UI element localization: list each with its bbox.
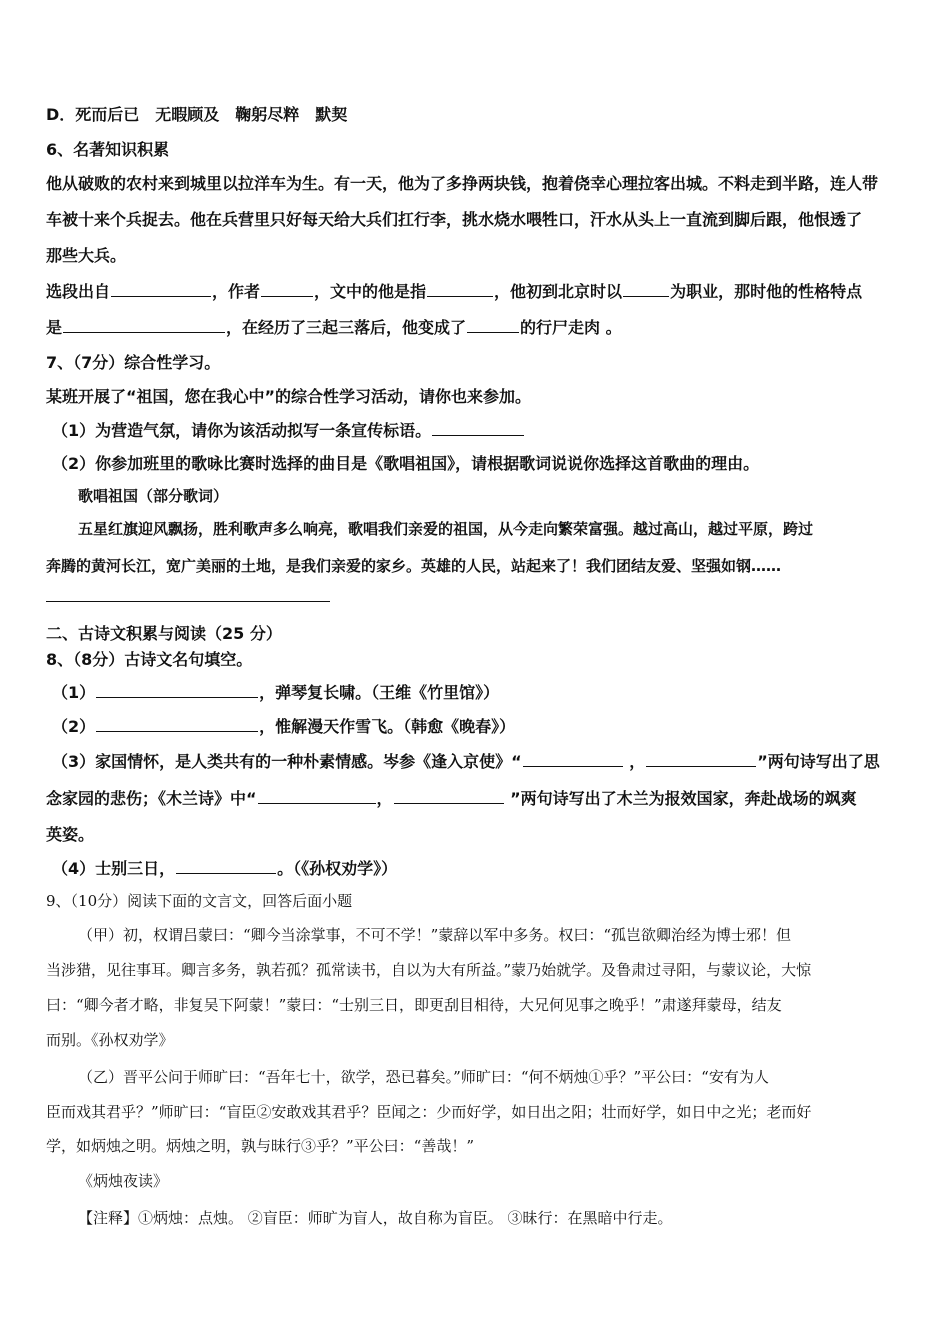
passage-b-line-2: 臣而戏其君乎？”师旷曰：“盲臣②安敢戏其君乎？臣闻之：少而好学，如日出之阳；壮而好学，如日中之光；老而好 <box>46 1103 812 1121</box>
q8-sub-2 <box>52 714 515 737</box>
q8-sub-3-text: ”两句诗写出了思 <box>757 752 880 771</box>
passage-a-line-3: 曰：“卿今者才略，非复吴下阿蒙！”蒙曰：“士别三日，即更刮目相待，大兄何见事之晚乎！”肃遂拜蒙母，结友 <box>46 996 782 1014</box>
lyrics-line-2: 奔腾的黄河长江，宽广美丽的土地，是我们亲爱的家乡。英雄的人民，站起来了！我们团结友爱、坚强如钢…… <box>46 557 782 575</box>
answer-blank[interactable] <box>96 715 258 732</box>
song-title: 歌唱祖国（部分歌词） <box>78 487 229 505</box>
q8-sub-2-post: ，惟解漫天作雪飞。（韩愈《晚春》） <box>259 717 516 736</box>
q8-sub-3-text: 念家园的悲伤；《木兰诗》中“ <box>46 789 257 808</box>
q6-fill-text: ，他初到北京时以 <box>494 282 623 301</box>
q6-fill-text: ，作者 <box>212 282 261 301</box>
q8-sub-3-text: ”两句诗写出了木兰为报效国家，奔赴战场的飒爽 <box>504 789 857 808</box>
q8-sub-2-pre: （2） <box>52 717 96 736</box>
passage-b-title: 《炳烛夜读》 <box>78 1172 169 1190</box>
q8-sub-1-pre: （1） <box>52 683 96 702</box>
q6-fill-text: 选段出自 <box>46 282 111 301</box>
option-d: D．死而后已 无暇顾及 鞠躬尽粹 默契 <box>46 105 348 124</box>
q6-fill-text: ，文中的他是指 <box>314 282 427 301</box>
q6-fill-text: 是 <box>46 318 63 337</box>
answer-blank[interactable] <box>523 750 623 767</box>
answer-blank[interactable] <box>258 787 376 804</box>
passage-a-line-4: 而别。《孙权劝学》 <box>46 1031 174 1049</box>
answer-blank[interactable] <box>427 280 493 297</box>
q7-sub-2: （2）你参加班里的歌咏比赛时选择的曲目是《歌唱祖国》，请根据歌词说说你选择这首歌曲的理由。 <box>52 454 760 473</box>
passage-b-line-1: （乙）晋平公问于师旷曰：“吾年七十，欲学，恐已暮矣。”师旷曰：“何不炳烛①乎？”平公曰：“安有为人 <box>78 1068 769 1086</box>
q6-fill-line-2 <box>46 315 622 338</box>
section-2-title: 二、古诗文积累与阅读（25 分） <box>46 624 282 643</box>
q8-sub-3-line-2 <box>46 786 857 809</box>
q8-sub-4-text: 。（《孙权劝学》） <box>277 859 398 878</box>
q7-title: 7、（7分）综合性学习。 <box>46 353 221 372</box>
q6-fill-text: ，在经历了三起三落后，他变成了 <box>226 318 467 337</box>
q6-paragraph-line-2: 车被十来个兵捉去。他在兵营里只好每天给大兵们扛行李，挑水烧水喂牲口，汗水从头上一直流到脚后跟，他恨透了 <box>46 210 863 229</box>
passage-b-line-3: 学，如炳烛之明。炳烛之明，孰与昧行③乎？”平公曰：“善哉！” <box>46 1137 475 1155</box>
q8-sub-3-line-1 <box>52 749 880 772</box>
answer-blank[interactable] <box>96 681 258 698</box>
passage-a-line-2: 当涉猎，见往事耳。卿言多务，孰若孤？孤常读书，自以为大有所益。”蒙乃始就学。及鲁肃过寻阳，与蒙议论，大惊 <box>46 961 812 979</box>
q8-sub-3-text: ， <box>623 752 646 771</box>
q8-sub-3-text: ， <box>376 789 393 808</box>
answer-blank[interactable] <box>63 316 225 333</box>
q8-title: 8、（8分）古诗文名句填空。 <box>46 650 253 669</box>
q6-fill-text: 为职业，那时他的性格特点 <box>670 282 863 301</box>
q7-intro: 某班开展了“祖国，您在我心中”的综合性学习活动，请你也来参加。 <box>46 387 532 406</box>
q6-fill-line-1 <box>46 279 862 302</box>
answer-rule[interactable] <box>46 601 330 602</box>
q7-sub-1-text: （1）为营造气氛，请你为该活动拟写一条宣传标语。 <box>52 421 432 440</box>
q7-sub-1 <box>52 418 525 441</box>
q8-sub-3-line-3: 英姿。 <box>46 825 95 844</box>
passage-a-line-1: （甲）初，权谓吕蒙曰：“卿今当涂掌事，不可不学！”蒙辞以军中多务。权曰：“孤岂欲卿治经为博士邪！但 <box>78 926 792 944</box>
passage-notes: 【注释】①炳烛：点烛。 ②盲臣：师旷为盲人，故自称为盲臣。 ③昧行：在黑暗中行走。 <box>78 1209 673 1227</box>
answer-blank[interactable] <box>432 419 524 436</box>
answer-blank[interactable] <box>646 750 756 767</box>
q8-sub-4 <box>52 856 397 879</box>
q8-sub-3-text: （3）家国情怀，是人类共有的一种朴素情感。岑参《逢入京使》“ <box>52 752 522 771</box>
q8-sub-1 <box>52 680 499 703</box>
answer-blank[interactable] <box>467 316 519 333</box>
q6-title: 6、名著知识积累 <box>46 140 170 159</box>
q9-title: 9、（10分）阅读下面的文言文，回答后面小题 <box>46 892 353 910</box>
lyrics-line-1: 五星红旗迎风飘扬，胜利歌声多么响亮，歌唱我们亲爱的祖国，从今走向繁荣富强。越过高山，越过平原，跨过 <box>78 520 814 538</box>
answer-blank[interactable] <box>623 280 669 297</box>
q8-sub-1-post: ，弹琴复长啸。（王维《竹里馆》） <box>259 683 500 702</box>
q6-paragraph-line-1: 他从破败的农村来到城里以拉洋车为生。有一天，他为了多挣两块钱，抱着侥幸心理拉客出城。不料走到半路，连人带 <box>46 174 879 193</box>
q6-fill-text: 的行尸走肉 。 <box>520 318 622 337</box>
answer-blank[interactable] <box>261 280 313 297</box>
answer-blank[interactable] <box>176 857 276 874</box>
answer-blank[interactable] <box>111 280 211 297</box>
q8-sub-4-text: （4）士别三日， <box>52 859 176 878</box>
q6-paragraph-line-3: 那些大兵。 <box>46 246 127 265</box>
answer-blank[interactable] <box>394 787 504 804</box>
